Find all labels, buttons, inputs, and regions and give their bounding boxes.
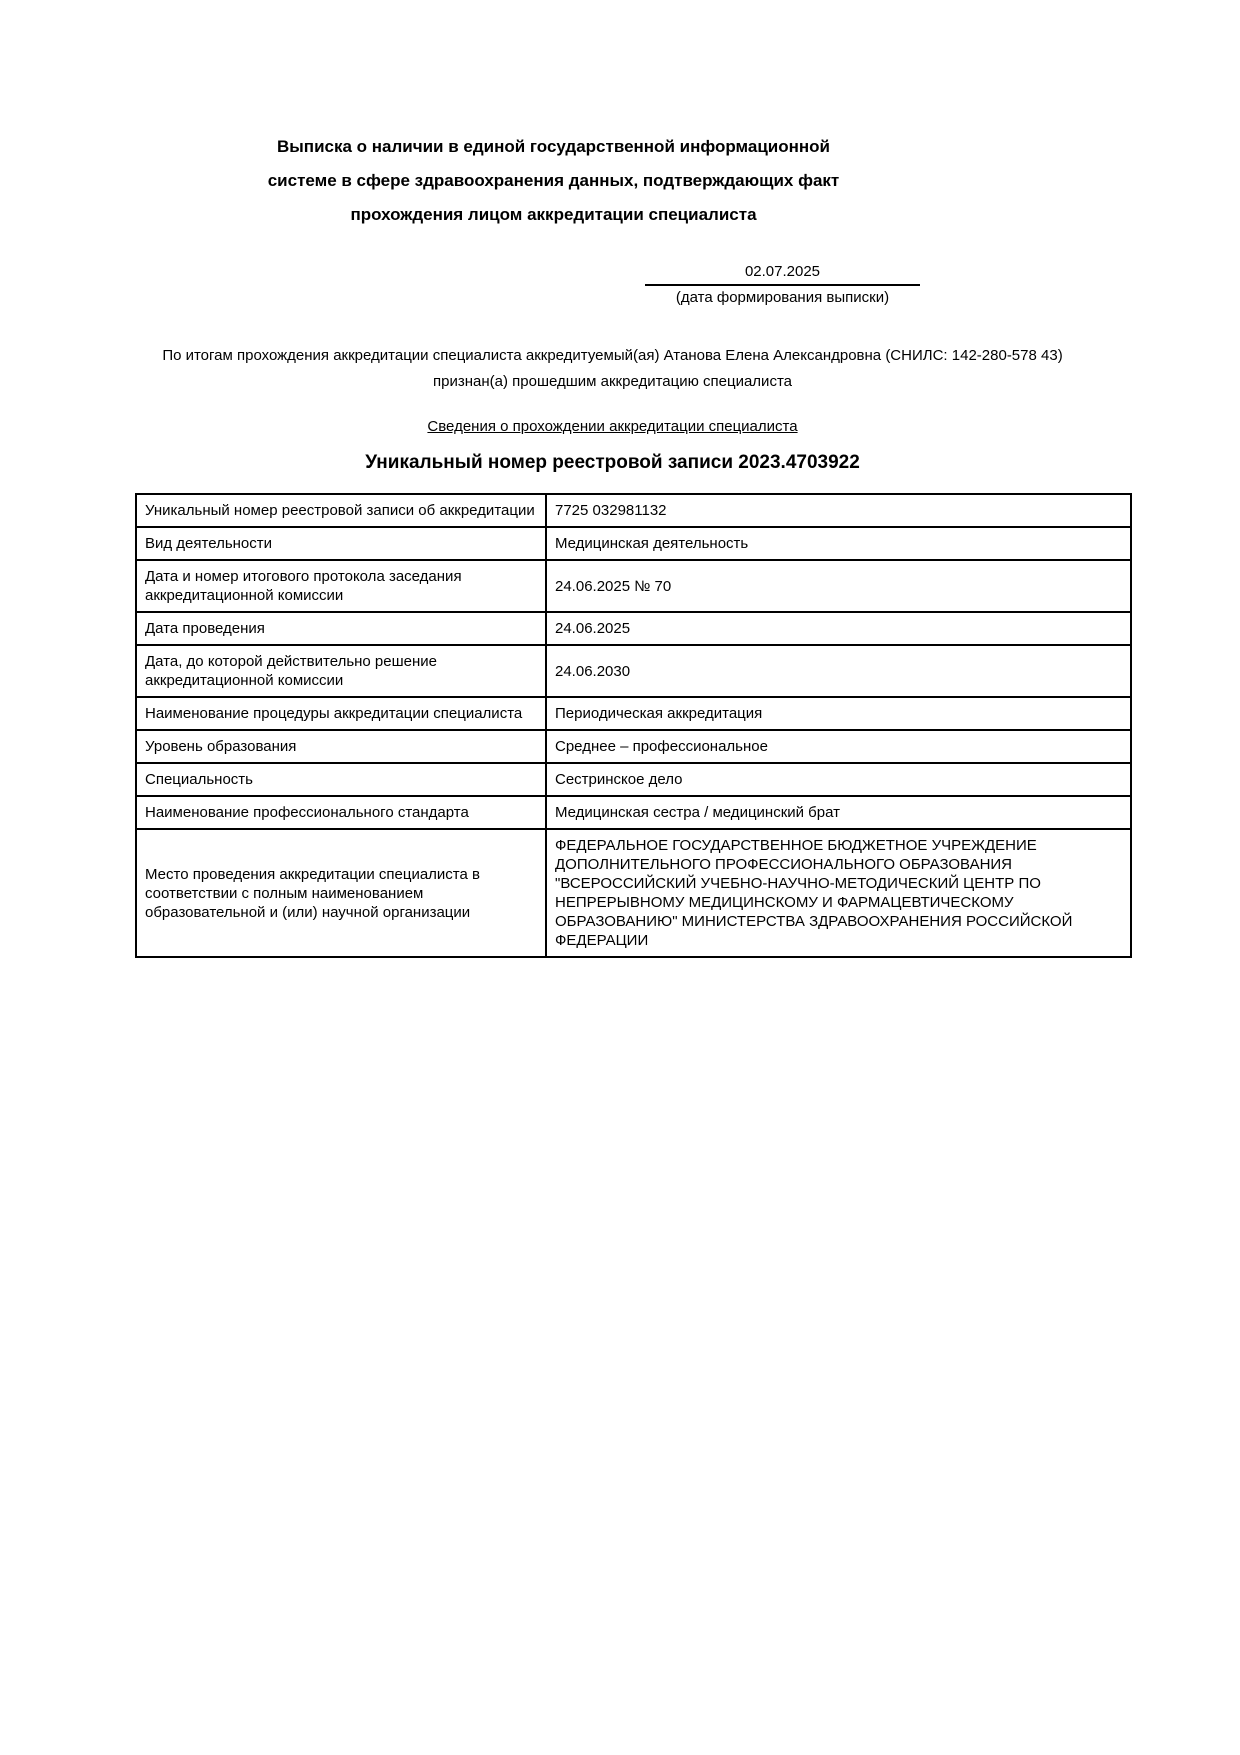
table-row (136, 494, 1131, 527)
document-title (135, 130, 972, 232)
table-row (136, 527, 1131, 560)
accreditation-table-body (136, 494, 1131, 957)
row-label: Место проведения аккредитации специалиста в соответствии с полным наименованием образовательной и (или) научной организации (136, 829, 546, 957)
row-label: Дата и номер итогового протокола заседания аккредитационной комиссии (136, 560, 546, 612)
document-title-line: прохождения лицом аккредитации специалиста (350, 205, 757, 224)
row-label: Уровень образования (136, 730, 546, 763)
row-label: Вид деятельности (136, 527, 546, 560)
row-value: Медицинская сестра / медицинский брат (546, 796, 1131, 829)
table-row (136, 560, 1131, 612)
table-row (136, 829, 1131, 957)
row-value: Медицинская деятельность (546, 527, 1131, 560)
row-label: Наименование процедуры аккредитации специалиста (136, 697, 546, 730)
table-row (136, 763, 1131, 796)
row-label: Уникальный номер реестровой записи об аккредитации (136, 494, 546, 527)
row-value: ФЕДЕРАЛЬНОЕ ГОСУДАРСТВЕННОЕ БЮДЖЕТНОЕ УЧРЕЖДЕНИЕ ДОПОЛНИТЕЛЬНОГО ПРОФЕССИОНАЛЬНОГО ОБРАЗОВАНИЯ "ВСЕРОССИЙСКИЙ УЧЕБНО-НАУЧНО-МЕТОДИЧЕСКИЙ ЦЕНТР ПО НЕПРЕРЫВНОМУ МЕДИЦИНСКОМУ И ФАРМАЦЕВТИЧЕСКОМУ ОБРАЗОВАНИЮ" МИНИСТЕРСТВА ЗДРАВООХРАНЕНИЯ РОССИЙСКОЙ ФЕДЕРАЦИИ (546, 829, 1131, 957)
table-row (136, 796, 1131, 829)
table-row (136, 697, 1131, 730)
row-value: 24.06.2025 (546, 612, 1131, 645)
row-value: 24.06.2030 (546, 645, 1131, 697)
formation-date-block (645, 262, 920, 307)
row-label: Наименование профессионального стандарта (136, 796, 546, 829)
table-row (136, 612, 1131, 645)
row-label: Специальность (136, 763, 546, 796)
row-value: Среднее – профессиональное (546, 730, 1131, 763)
accreditation-table (135, 493, 1132, 958)
intro-paragraph: По итогам прохождения аккредитации специалиста аккредитуемый(ая) Атанова Елена Александровна (СНИЛС: 142-280-578 43) признан(а) прошедшим аккредитацию специалиста (162, 347, 1063, 390)
row-value: 24.06.2025 № 70 (546, 560, 1131, 612)
formation-date-caption: (дата формирования выписки) (675, 289, 890, 306)
table-row (136, 730, 1131, 763)
registry-number-heading: Уникальный номер реестровой записи 2023.4703922 (365, 452, 860, 473)
row-label: Дата, до которой действительно решение аккредитационной комиссии (136, 645, 546, 697)
section-heading: Сведения о прохождении аккредитации специалиста (427, 418, 798, 435)
document-title-line: Выписка о наличии в единой государственной информационной (277, 137, 830, 156)
row-value: Сестринское дело (546, 763, 1131, 796)
table-row (136, 645, 1131, 697)
formation-date-value: 02.07.2025 (645, 262, 920, 286)
row-value: 7725 032981132 (546, 494, 1131, 527)
document-title-line: системе в сфере здравоохранения данных, подтверждающих факт (267, 171, 840, 190)
row-value: Периодическая аккредитация (546, 697, 1131, 730)
row-label: Дата проведения (136, 612, 546, 645)
